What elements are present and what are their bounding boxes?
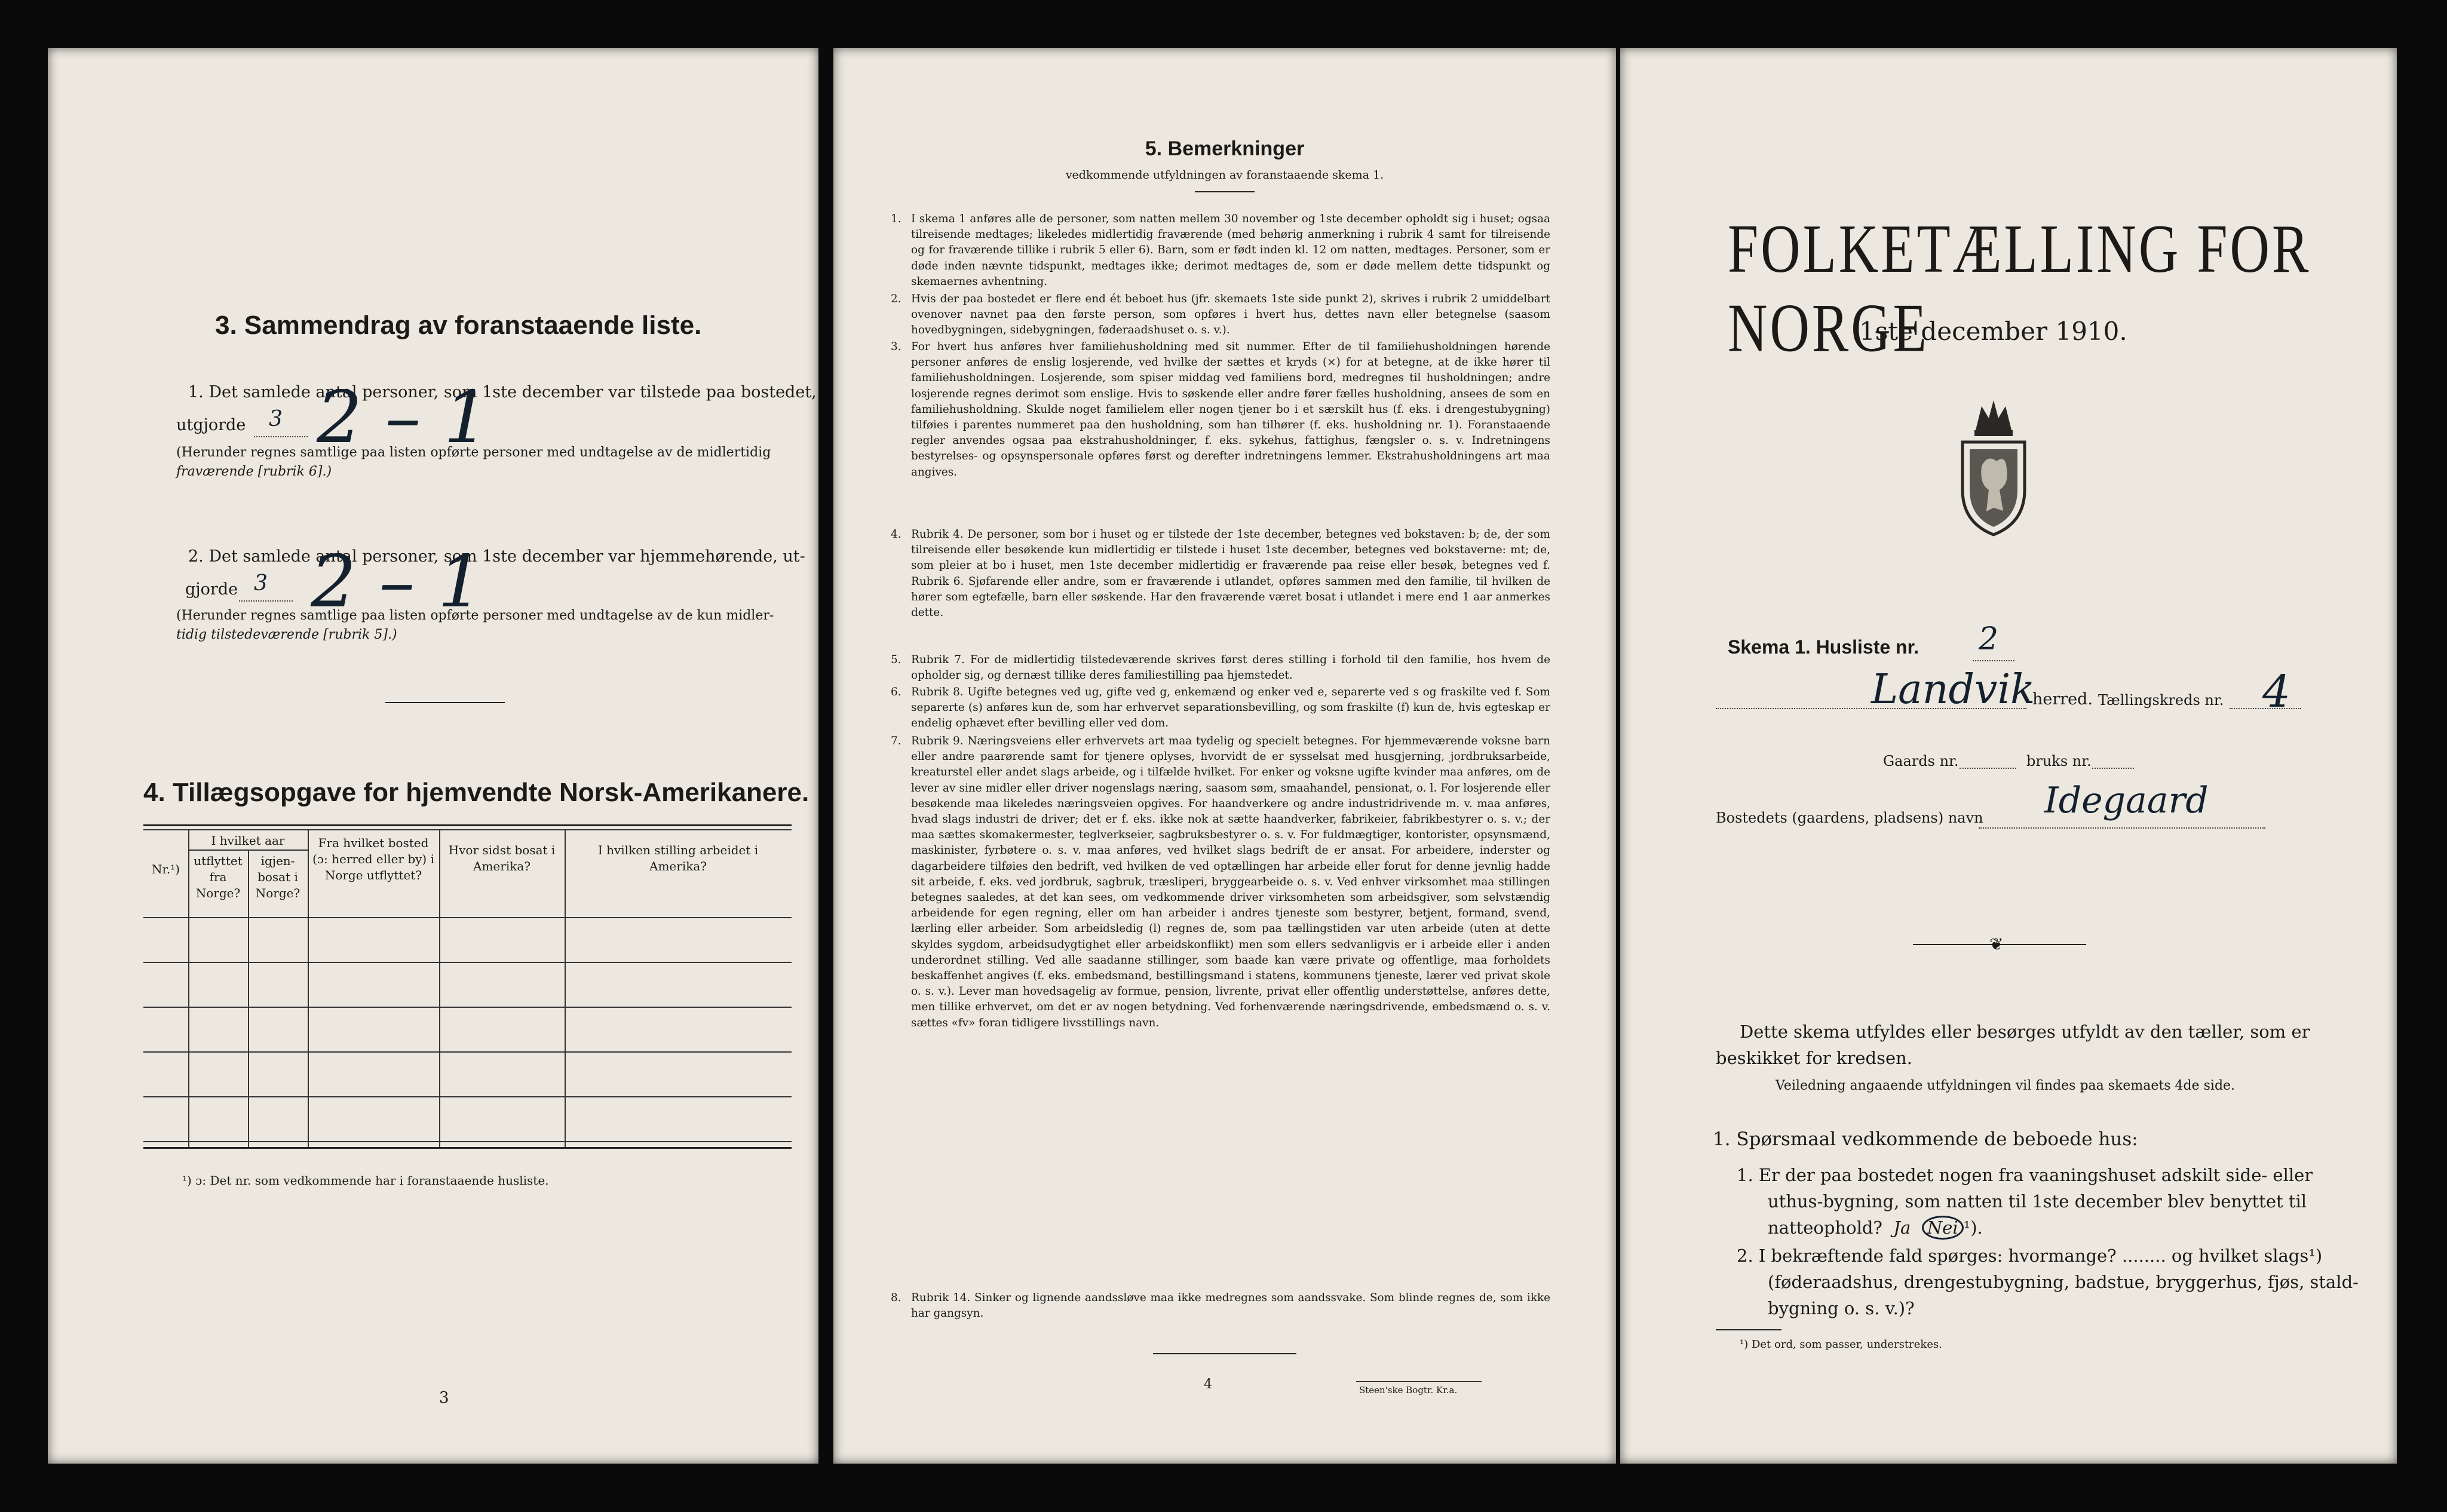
item-1-note: (Herunder regnes samtlige paa listen opførte personer med undtagelse av de midlertidig xyxy=(176,445,771,460)
remark-1: 1. I skema 1 anføres alle de personer, som natten mellem 30 november og 1ste december opholdt sig i huset; ogsaa tilreisende medtages; likeledes midlertidig fraværende (med behørig anmerkning i rubrik 4 samt for tilreisende og for fraværende tillike i rubrik 5 eller 6). Barn, som er født inden kl. 12 om natten, medtages. Personer, som er døde inden nævnte tidspunkt, medtages ikke; derimot medtages de, som er døde mellem dette tidspunkt og skemaernes avhentning. xyxy=(891,213,1550,288)
section-3-title: 3. Sammendrag av foranstaaende liste. xyxy=(215,311,702,340)
remark-2: 2. Hvis der paa bostedet er flere end ét beboet hus (jfr. skemaets 1ste side punkt 2), skrives i rubrik 2 umiddelbart ovenover navnet paa den første person, som opføres i hvert hus, dettes navn eller betegnelse (saasom hovedbygningen, sidebygningen, føderaadshuset o. s. v.). xyxy=(891,293,1550,337)
ornament-icon: ❦ xyxy=(1989,934,2004,954)
table-row xyxy=(143,1007,792,1008)
question-heading: 1. Spørsmaal vedkommende de beboede hus: xyxy=(1713,1128,2138,1150)
item-1-text: 1. Det samlede antal personer, som 1ste december var tilstede paa bostedet, xyxy=(188,383,817,401)
veiledning-note: Veiledning angaaende utfyldningen vil findes paa skemaets 4de side. xyxy=(1776,1078,2236,1093)
herred-label: herred. xyxy=(2032,690,2093,709)
coat-of-arms-icon xyxy=(1952,394,2035,538)
remark-5: 5. Rubrik 7. For de midlertidig tilstedeværende skrives først deres stilling i forhold til den familie, hos hvem de opholder sig, og dernæst tillike deres familiestilling paa hjemstedet. xyxy=(891,654,1550,682)
col-fra-bosted: Fra hvilket bosted (ɔ: herred eller by) i Norge utflyttet? xyxy=(312,836,434,882)
question-2: 2. I bekræftende fald spørges: hvormange? ........ og hvilket slags¹) xyxy=(1737,1246,2323,1266)
printer-mark: Steen'ske Bogtr. Kr.a. xyxy=(1359,1385,1458,1396)
census-date: 1ste december 1910. xyxy=(1859,317,2127,346)
table-header-bottom xyxy=(143,917,792,918)
remark-4: 4. Rubrik 4. De personer, som bor i huset og er tilstede der 1ste december, betegnes ved bokstaven: b; de, der som tilreisende eller besøkende kun midlertidig er tilstede i huset 1ste december, betegnes ved bokstaverne: mt; de, som pleier at bo i huset, men 1ste december midlertidig er fraværende paa reise eller besøk, betegnes ved f. Rubrik 6. Sjøfarende eller andre, som er fraværende i utlandet, opføres sammen med den familie, til hvilken de hører som egtefælle, barn eller søskende. Har den fraværende været bosat i utlandet i mere end 1 aar anmerkes dette. xyxy=(891,528,1550,619)
remark-3: 3. For hvert hus anføres hver familiehusholdning med sit nummer. Efter de til familiehusholdningen hørende personer anføres de enslig losjerende, ved hvilke der sættes et kryds (×) for at betegne, at de ikke hører til familiehusholdningen. Losjerende, som spiser middag ved familiens bord, medregnes til husholdningen; andre losjerende regnes derimot som enslige. Hvis to søskende eller andre fører fælles husholdning, ansees de som en familiehusholdning. Skulde noget familielem eller nogen tjener bo i et særskilt hus (f. eks. i drengestubygning) tilføies i parentes nummeret paa den husholdning, som han tilhører (f. eks. husholdning nr. 1). Foranstaaende regler anvendes ogsaa paa ekstrahusholdninger, f. eks. sykehus, fattighus, fængsler o. s. v. Indretningens bestyrelses- og opsynspersonale opføres først og derefter indretningens lemmer. Ekstrahusholdningens art maa angives. xyxy=(891,341,1550,479)
answer-nei: Nei xyxy=(1922,1216,1964,1240)
item-1-label: utgjorde xyxy=(176,416,246,434)
main-title: FOLKETÆLLING FOR NORGE xyxy=(1728,210,2311,366)
bruks-label: bruks nr. xyxy=(2026,753,2092,769)
table-bottom-rule xyxy=(143,1147,792,1149)
remark-6: 6. Rubrik 8. Ugifte betegnes ved ug, gifte ved g, enkemænd og enker ved e, separerte ved s og fraskilte ved f. Som separerte (s) anføres kun de, som har erhvervet separationsbevilling, og som fraskilte (f) kun de, hvis egteskap er endelig ophævet efter bevilling eller ved dom. xyxy=(891,686,1550,730)
gaards-label: Gaards nr. xyxy=(1883,753,1959,769)
table-top-rule xyxy=(143,824,792,826)
page-number: 4 xyxy=(1204,1377,1212,1392)
page-middle xyxy=(833,48,1616,1464)
footnote: ¹) Det ord, som passer, understrekes. xyxy=(1740,1338,1942,1351)
remark-7: 7. Rubrik 9. Næringsveiens eller erhvervets art maa tydelig og specielt betegnes. For hjemmeværende voksne barn eller andre paarørende samt for tjenere oplyses, hvorvidt de er sysselsat med husgjerning, jordbruksarbeide, kreaturstel eller andet slags arbeide, og i tilfælde hvilket. For enker og voksne ugifte kvinder maa anføres, om de lever av sine midler eller driver nogenslags næring, saasom søm, smaahandel, pensionat, o. l. For losjerende eller besøkende maa likeledes næringsveien opgives. For haandverkere og andre industridrivende m. v. maa anføres, hvad slags industri de driver; det er f. eks. ikke nok at sætte haandverker, fabrikeier, fabrikbestyrer o. s. v.; der maa sættes skomakermester, teglverkseier, sagbruksbestyrer o. s. v. For fuldmægtiger, kontorister, opsynsmænd, maskinister, fyrbøtere o. s. v. maa anføres, ved hvilket slags bedrift de er ansat. For arbeidere, inderster og dagarbeidere tilføies den bedrift, ved hvilken de ved optællingen har arbeide eller forut for denne jevnlig hadde sit arbeide, f. eks. ved jordbruk, sagbruk, træsliperi, bryggearbeide o. s. v. Ved enhver virksomhet maa stillingen betegnes saaledes, at det kan sees, om vedkommende driver virksomheten som arbeidsgiver, som selvstændig arbeidende for egen regning, eller om han arbeider i andres tjeneste som bestyrer, betjent, formand, svend, lærling eller arbeider. Som arbeidsledig (l) regnes de, som paa tællingstiden var uten arbeide (uten at dette skyldes sygdom, arbeidsudygtighet eller arbeidskonflikt) men som ellers sedvanligvis er i arbeide eller i anden underordnet stilling. Ved alle saadanne stillinger, som baade kan være private og offentlige, maa forholdets beskaffenhet angives (f. eks. embedsmand, bestillingsmand i statens, kommunens tjeneste, lærer ved privat skole o. s. v.). Lever man hovedsagelig av formue, pension, livrente, privat eller offentlig understøttelse, anføres dette, men tillike erhvervet, om det er av nogen betydning. Ved forhenværende næringsdrivende, embedsmænd o. s. v. sættes «fv» foran tidligere livsstillings navn. xyxy=(891,735,1550,1029)
table-row xyxy=(143,962,792,963)
item-2-text: 2. Det samlede antal personer, som 1ste december var hjemmehørende, ut- xyxy=(188,547,805,566)
col-group-year: I hvilket aar xyxy=(211,833,285,848)
item-2-handwriting: 2 – 1 xyxy=(311,541,483,624)
intro-text-2: beskikket for kredsen. xyxy=(1716,1048,1913,1068)
item-1-note-2: fraværende [rubrik 6].) xyxy=(176,464,332,479)
section-4-title: 4. Tillægsopgave for hjemvendte Norsk-Amerikanere. xyxy=(143,778,809,807)
item-1-value: 3 xyxy=(269,407,283,431)
table-row xyxy=(143,1051,792,1053)
kreds-label: Tællingskreds nr. xyxy=(2098,692,2224,709)
table-row xyxy=(143,1096,792,1097)
item-2-value: 3 xyxy=(254,571,268,596)
col-stilling: I hvilken stilling arbeidet i Amerika? xyxy=(597,843,759,873)
page-right xyxy=(1620,48,2397,1464)
item-1-dotline xyxy=(254,436,308,437)
col-nr: Nr.¹) xyxy=(151,862,180,876)
bemerkninger-title: 5. Bemerkninger xyxy=(1145,137,1305,160)
bemerkninger-subtitle: vedkommende utfyldningen av foranstaaende skema 1. xyxy=(1065,168,1384,182)
bosted-label: Bostedets (gaardens, pladsens) navn xyxy=(1716,809,1983,826)
question-1-line-3: natteophold? Ja Nei ¹). xyxy=(1768,1214,1983,1241)
herred-value: Landvik xyxy=(1871,666,2035,713)
item-2-label: gjorde xyxy=(185,580,238,599)
item-2-note: (Herunder regnes samtlige paa listen opførte personer med undtagelse av de kun midler- xyxy=(176,608,774,623)
item-2-dotline xyxy=(239,600,293,602)
husliste-nr: 2 xyxy=(1979,621,1999,657)
page-number: 3 xyxy=(439,1389,449,1407)
bosted-value: Idegaard xyxy=(2044,780,2209,821)
skema-label: Skema 1. Husliste nr. xyxy=(1728,636,1919,658)
col-igjen-bosat: igjen-bosat i Norge? xyxy=(255,854,300,900)
remark-8: 8. Rubrik 14. Sinker og lignende aandssløve maa ikke medregnes som aandssvake. Som blinde regnes de, som ikke har gangsyn. xyxy=(891,1292,1550,1320)
item-1-handwriting: 2 – 1 xyxy=(317,376,489,459)
question-2-line-3: bygning o. s. v.)? xyxy=(1768,1298,1915,1318)
col-utflyttet: utflyttet fra Norge? xyxy=(194,854,243,900)
kreds-nr: 4 xyxy=(2262,666,2291,717)
section-divider xyxy=(385,702,505,703)
table-row xyxy=(143,1141,792,1142)
item-2-note-2: tidig tilstedeværende [rubrik 5].) xyxy=(176,627,397,642)
question-1-line-2: uthus-bygning, som natten til 1ste december blev benyttet til xyxy=(1768,1191,2307,1212)
bottom-divider xyxy=(1153,1353,1296,1354)
title-divider xyxy=(1195,191,1255,192)
footnote: ¹) ɔ: Det nr. som vedkommende har i foranstaaende husliste. xyxy=(182,1173,549,1188)
col-hvor-bosat: Hvor sidst bosat i Amerika? xyxy=(448,843,556,873)
question-1: 1. Er der paa bostedet nogen fra vaaningshuset adskilt side- eller xyxy=(1737,1165,2313,1185)
question-2-line-2: (føderaadshus, drengestubygning, badstue, bryggerhus, fjøs, stald- xyxy=(1768,1272,2359,1292)
page-left xyxy=(48,48,818,1464)
intro-text: Dette skema utfyldes eller besørges utfyldt av den tæller, som er xyxy=(1740,1022,2310,1042)
